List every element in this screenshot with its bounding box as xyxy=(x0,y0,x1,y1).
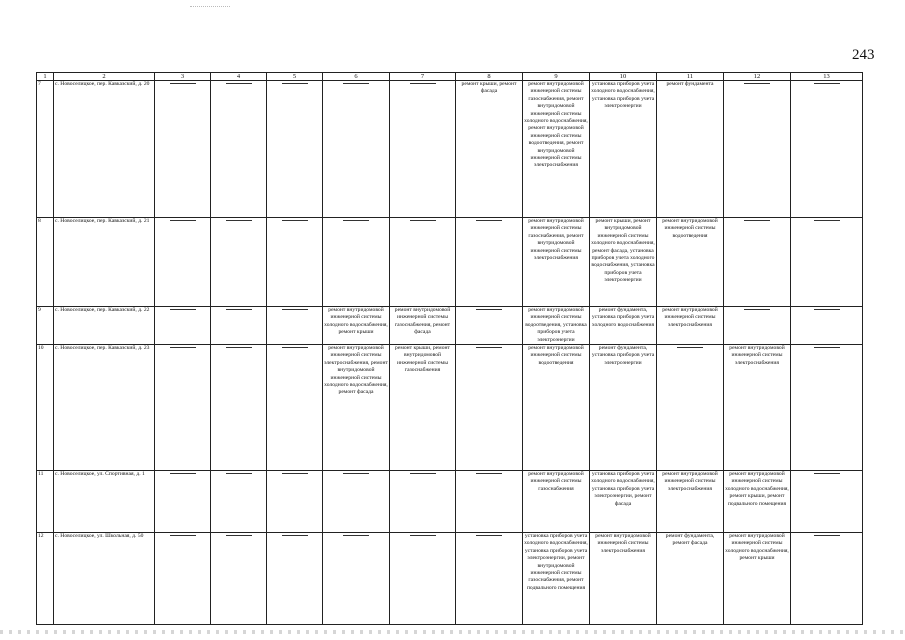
dash-mark xyxy=(170,309,196,310)
empty-cell xyxy=(323,218,390,307)
work-cell: ремонт внутридомовой инженерной системы газоснабжения xyxy=(523,471,590,533)
work-cell: ремонт внутридомовой инженерной системы водоотведения xyxy=(523,345,590,471)
row-number: 7 xyxy=(37,81,54,218)
empty-cell xyxy=(390,81,456,218)
dash-mark xyxy=(170,220,196,221)
column-header: 9 xyxy=(523,73,590,81)
work-cell: ремонт внутридомовой инженерной системы холодного водоснабжения, ремонт крыши, ремонт подвального помещения xyxy=(724,471,791,533)
empty-cell xyxy=(791,345,863,471)
empty-cell xyxy=(323,471,390,533)
column-header: 10 xyxy=(590,73,657,81)
work-cell: ремонт внутридомовой инженерной системы электроснабжения xyxy=(657,471,724,533)
dash-mark xyxy=(170,347,196,348)
dash-mark xyxy=(282,535,308,536)
empty-cell xyxy=(211,81,267,218)
empty-cell xyxy=(791,533,863,625)
dash-mark xyxy=(476,347,502,348)
dash-mark xyxy=(814,309,840,310)
table-row xyxy=(37,307,863,345)
empty-cell xyxy=(791,218,863,307)
column-header: 12 xyxy=(724,73,791,81)
dash-mark xyxy=(476,473,502,474)
dash-mark xyxy=(282,347,308,348)
address-cell: с. Новоселицкое, пер. Кавказский, д. 22 xyxy=(54,307,155,345)
work-cell: ремонт крыши, ремонт внутридомовой инженерной системы холодного водоснабжения, ремонт фасада, установка приборов учета холодного водоснабжения, установка приборов учета электроэнергии xyxy=(590,218,657,307)
dash-mark xyxy=(282,83,308,84)
dash-mark xyxy=(226,220,252,221)
row-number: 12 xyxy=(37,533,54,625)
dash-mark xyxy=(814,347,840,348)
header-row xyxy=(37,73,863,81)
empty-cell xyxy=(267,307,323,345)
address-cell: с. Новоселицкое, пер. Кавказский, д. 23 xyxy=(54,345,155,471)
dash-mark xyxy=(476,309,502,310)
address-cell: с. Новоселицкое, пер. Кавказский, д. 21 xyxy=(54,218,155,307)
empty-cell xyxy=(791,81,863,218)
work-cell: ремонт внутридомовой инженерной системы электроснабжения xyxy=(657,307,724,345)
table-row xyxy=(37,218,863,307)
dash-mark xyxy=(343,220,369,221)
dash-mark xyxy=(343,473,369,474)
empty-cell xyxy=(791,471,863,533)
dash-mark xyxy=(170,473,196,474)
column-header: 11 xyxy=(657,73,724,81)
work-cell: установка приборов учета холодного водоснабжения, установка приборов учета электроэнергии, ремонт внутридомовой инженерной системы газоснабжения, ремонт подвального помещения xyxy=(523,533,590,625)
empty-cell xyxy=(724,307,791,345)
row-number: 9 xyxy=(37,307,54,345)
row-number: 10 xyxy=(37,345,54,471)
empty-cell xyxy=(267,533,323,625)
empty-cell xyxy=(456,471,523,533)
dash-mark xyxy=(814,473,840,474)
table-row xyxy=(37,533,863,625)
dash-mark xyxy=(343,83,369,84)
dash-mark xyxy=(744,83,770,84)
work-cell: ремонт фундамента, ремонт фасада xyxy=(657,533,724,625)
work-cell: ремонт внутридомовой инженерной системы электроснабжения xyxy=(590,533,657,625)
work-cell: ремонт внутридомовой инженерной системы газоснабжения, ремонт фасада xyxy=(390,307,456,345)
empty-cell xyxy=(267,81,323,218)
empty-cell xyxy=(390,533,456,625)
scan-artifact xyxy=(190,6,230,8)
work-cell: ремонт внутридомовой инженерной системы газоснабжения, ремонт внутридомовой инженерной системы электроснабжения xyxy=(523,218,590,307)
column-header: 2 xyxy=(54,73,155,81)
dash-mark xyxy=(677,347,703,348)
work-cell: ремонт фундамента, установка приборов учета холодного водоснабжения xyxy=(590,307,657,345)
dash-mark xyxy=(744,309,770,310)
empty-cell xyxy=(323,533,390,625)
work-cell: ремонт фундамента xyxy=(657,81,724,218)
column-header: 8 xyxy=(456,73,523,81)
empty-cell xyxy=(323,81,390,218)
empty-cell xyxy=(211,218,267,307)
dash-mark xyxy=(282,220,308,221)
empty-cell xyxy=(211,307,267,345)
dash-mark xyxy=(814,220,840,221)
empty-cell xyxy=(724,218,791,307)
address-cell: с. Новоселицкое, пер. Кавказский, д. 20 xyxy=(54,81,155,218)
work-cell: ремонт внутридомовой инженерной системы водоотведения xyxy=(657,218,724,307)
dash-mark xyxy=(410,473,436,474)
page-number: 243 xyxy=(852,47,875,63)
dash-mark xyxy=(410,535,436,536)
work-cell: ремонт фундамента, установка приборов учета электроэнергии xyxy=(590,345,657,471)
empty-cell xyxy=(155,345,211,471)
dash-mark xyxy=(226,473,252,474)
empty-cell xyxy=(267,218,323,307)
dash-mark xyxy=(226,347,252,348)
work-cell: ремонт внутридомовой инженерной системы газоснабжения, ремонт внутридомовой инженерной системы холодного водоснабжения, ремонт внутридомовой инженерной системы водоотведения, ремонт внутридомовой инженерной системы электроснабжения xyxy=(523,81,590,218)
empty-cell xyxy=(456,218,523,307)
dash-mark xyxy=(476,220,502,221)
address-cell: с. Новоселицкое, ул. Спортивная, д. 1 xyxy=(54,471,155,533)
work-cell: ремонт крыши, ремонт внутридомовой инженерной системы газоснабжения xyxy=(390,345,456,471)
empty-cell xyxy=(456,345,523,471)
scan-artifact xyxy=(0,630,905,634)
empty-cell xyxy=(390,218,456,307)
empty-cell xyxy=(390,471,456,533)
work-cell: установка приборов учета холодного водоснабжения, установка приборов учета электроэнергии xyxy=(590,81,657,218)
empty-cell xyxy=(456,533,523,625)
dash-mark xyxy=(170,535,196,536)
empty-cell xyxy=(211,345,267,471)
address-cell: с. Новоселицкое, ул. Школьная, д. 50 xyxy=(54,533,155,625)
empty-cell xyxy=(267,471,323,533)
empty-cell xyxy=(155,471,211,533)
work-cell: ремонт внутридомовой инженерной системы электроснабжения xyxy=(724,345,791,471)
dash-mark xyxy=(170,83,196,84)
empty-cell xyxy=(657,345,724,471)
dash-mark xyxy=(814,83,840,84)
dash-mark xyxy=(744,220,770,221)
empty-cell xyxy=(211,533,267,625)
column-header: 4 xyxy=(211,73,267,81)
work-cell: ремонт внутридомовой инженерной системы водоотведения, установка приборов учета электроэнергии xyxy=(523,307,590,345)
column-header: 5 xyxy=(267,73,323,81)
work-cell: ремонт внутридомовой инженерной системы холодного водоснабжения, ремонт крыши xyxy=(724,533,791,625)
empty-cell xyxy=(155,218,211,307)
dash-mark xyxy=(282,309,308,310)
dash-mark xyxy=(226,535,252,536)
table-row xyxy=(37,345,863,471)
row-number: 11 xyxy=(37,471,54,533)
repair-schedule-table xyxy=(36,72,863,625)
dash-mark xyxy=(226,83,252,84)
dash-mark xyxy=(282,473,308,474)
column-header: 3 xyxy=(155,73,211,81)
column-header: 13 xyxy=(791,73,863,81)
column-header: 6 xyxy=(323,73,390,81)
empty-cell xyxy=(456,307,523,345)
empty-cell xyxy=(724,81,791,218)
work-cell: ремонт крыши, ремонт фасада xyxy=(456,81,523,218)
empty-cell xyxy=(155,533,211,625)
dash-mark xyxy=(410,83,436,84)
empty-cell xyxy=(211,471,267,533)
work-cell: установка приборов учета холодного водоснабжения, установка приборов учета электроэнергии, ремонт фасада xyxy=(590,471,657,533)
work-cell: ремонт внутридомовой инженерной системы холодного водоснабжения, ремонт крыши xyxy=(323,307,390,345)
dash-mark xyxy=(476,535,502,536)
row-number: 8 xyxy=(37,218,54,307)
dash-mark xyxy=(410,220,436,221)
column-header: 7 xyxy=(390,73,456,81)
dash-mark xyxy=(814,535,840,536)
table-row xyxy=(37,81,863,218)
dash-mark xyxy=(226,309,252,310)
column-header: 1 xyxy=(37,73,54,81)
empty-cell xyxy=(155,81,211,218)
dash-mark xyxy=(343,535,369,536)
work-cell: ремонт внутридомовой инженерной системы электроснабжения, ремонт внутридомовой инженерной системы холодного водоснабжения, ремонт фасада xyxy=(323,345,390,471)
empty-cell xyxy=(791,307,863,345)
table-row xyxy=(37,471,863,533)
empty-cell xyxy=(155,307,211,345)
empty-cell xyxy=(267,345,323,471)
